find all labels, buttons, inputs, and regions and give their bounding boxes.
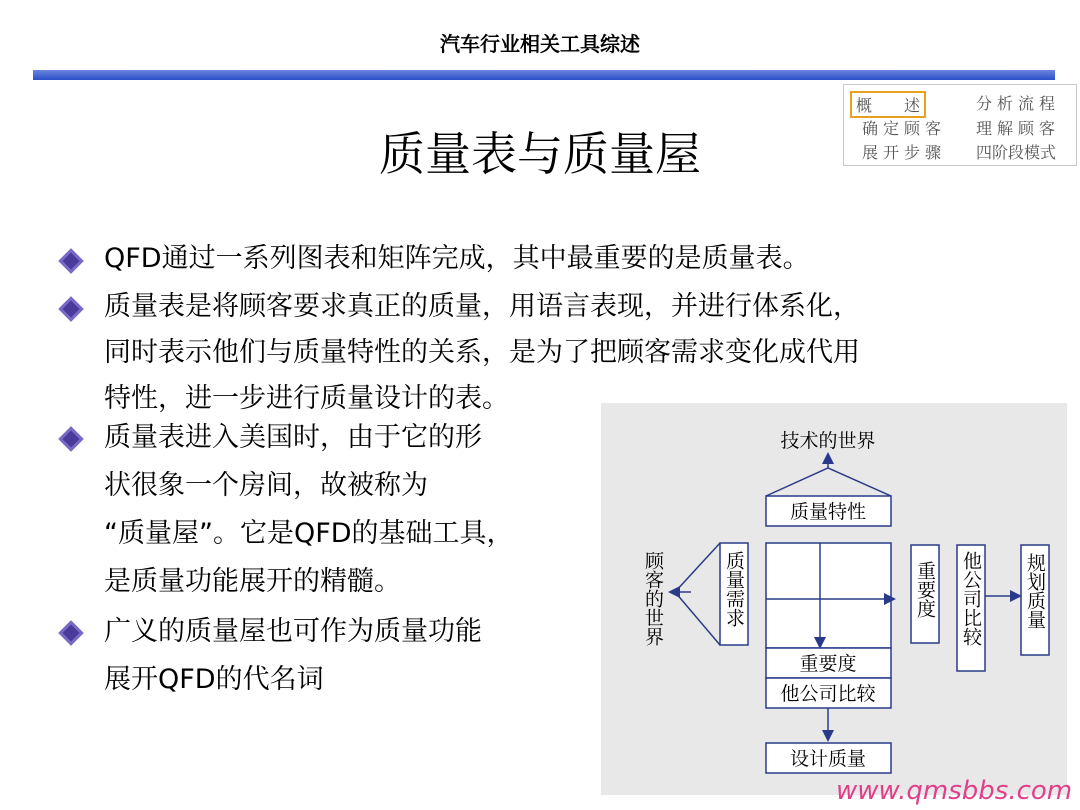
bullet-1-text: QFD通过一系列图表和矩阵完成，其中最重要的是质量表。 [104,243,810,274]
label-customer-world: 顾客的世界 [642,551,664,646]
header-bar [33,70,1055,80]
nav-item-identify-customer[interactable]: 确定顾客 [862,119,947,138]
label-importance-right: 重要度 [914,561,936,618]
diamond-bullet-icon [58,248,83,273]
bullet-4-text: 广义的质量屋也可作为质量功能 展开QFD的代名词 [104,616,482,695]
label-quality-requirements: 质量需求 [723,551,745,627]
nav-item-four-phase-model[interactable]: 四阶段模式 [976,143,1057,162]
label-other-company-right: 他公司比较 [960,551,982,646]
diamond-bullet-icon [58,620,83,645]
bullet-1 [62,236,1042,282]
bullet-2-text: 质量表是将顾客要求真正的质量，用语言表现，并进行体系化， 同时表示他们与质量特性的关系，是为了把顾客需求变化成代用 特性，进一步进行质量设计的表。 [104,291,860,414]
slide-title: 质量表与质量屋 [379,127,701,181]
label-design-quality: 设计质量 [789,748,867,770]
house-of-quality-diagram [601,403,1067,795]
bullet-3-text: 质量表进入美国时，由于它的形 状很象一个房间，故被称为 “质量屋”。它是QFD的基础工具， 是质量功能展开的精髓。 [104,422,514,597]
bullet-4 [62,608,592,704]
diamond-bullet-icon [58,296,83,321]
label-quality-characteristics: 质量特性 [789,501,867,523]
bullet-3 [62,414,592,606]
nav-item-overview[interactable]: 概 述 [850,91,926,118]
nav-item-understand-customer[interactable]: 理解顾客 [976,119,1061,138]
label-importance-bottom: 重要度 [799,653,857,675]
diamond-bullet-icon [58,426,83,451]
header-title: 汽车行业相关工具综述 [440,32,640,56]
nav-item-deployment-steps[interactable]: 展开步骤 [862,143,947,162]
label-planned-quality: 规划质量 [1024,553,1046,629]
nav-item-analysis-flow[interactable]: 分析流程 [976,94,1061,113]
label-other-company-bottom: 他公司比较 [780,683,876,705]
watermark: www.qmsbbs.com [836,776,1073,806]
bullet-2 [62,284,1062,422]
label-tech-world: 技术的世界 [780,430,876,452]
